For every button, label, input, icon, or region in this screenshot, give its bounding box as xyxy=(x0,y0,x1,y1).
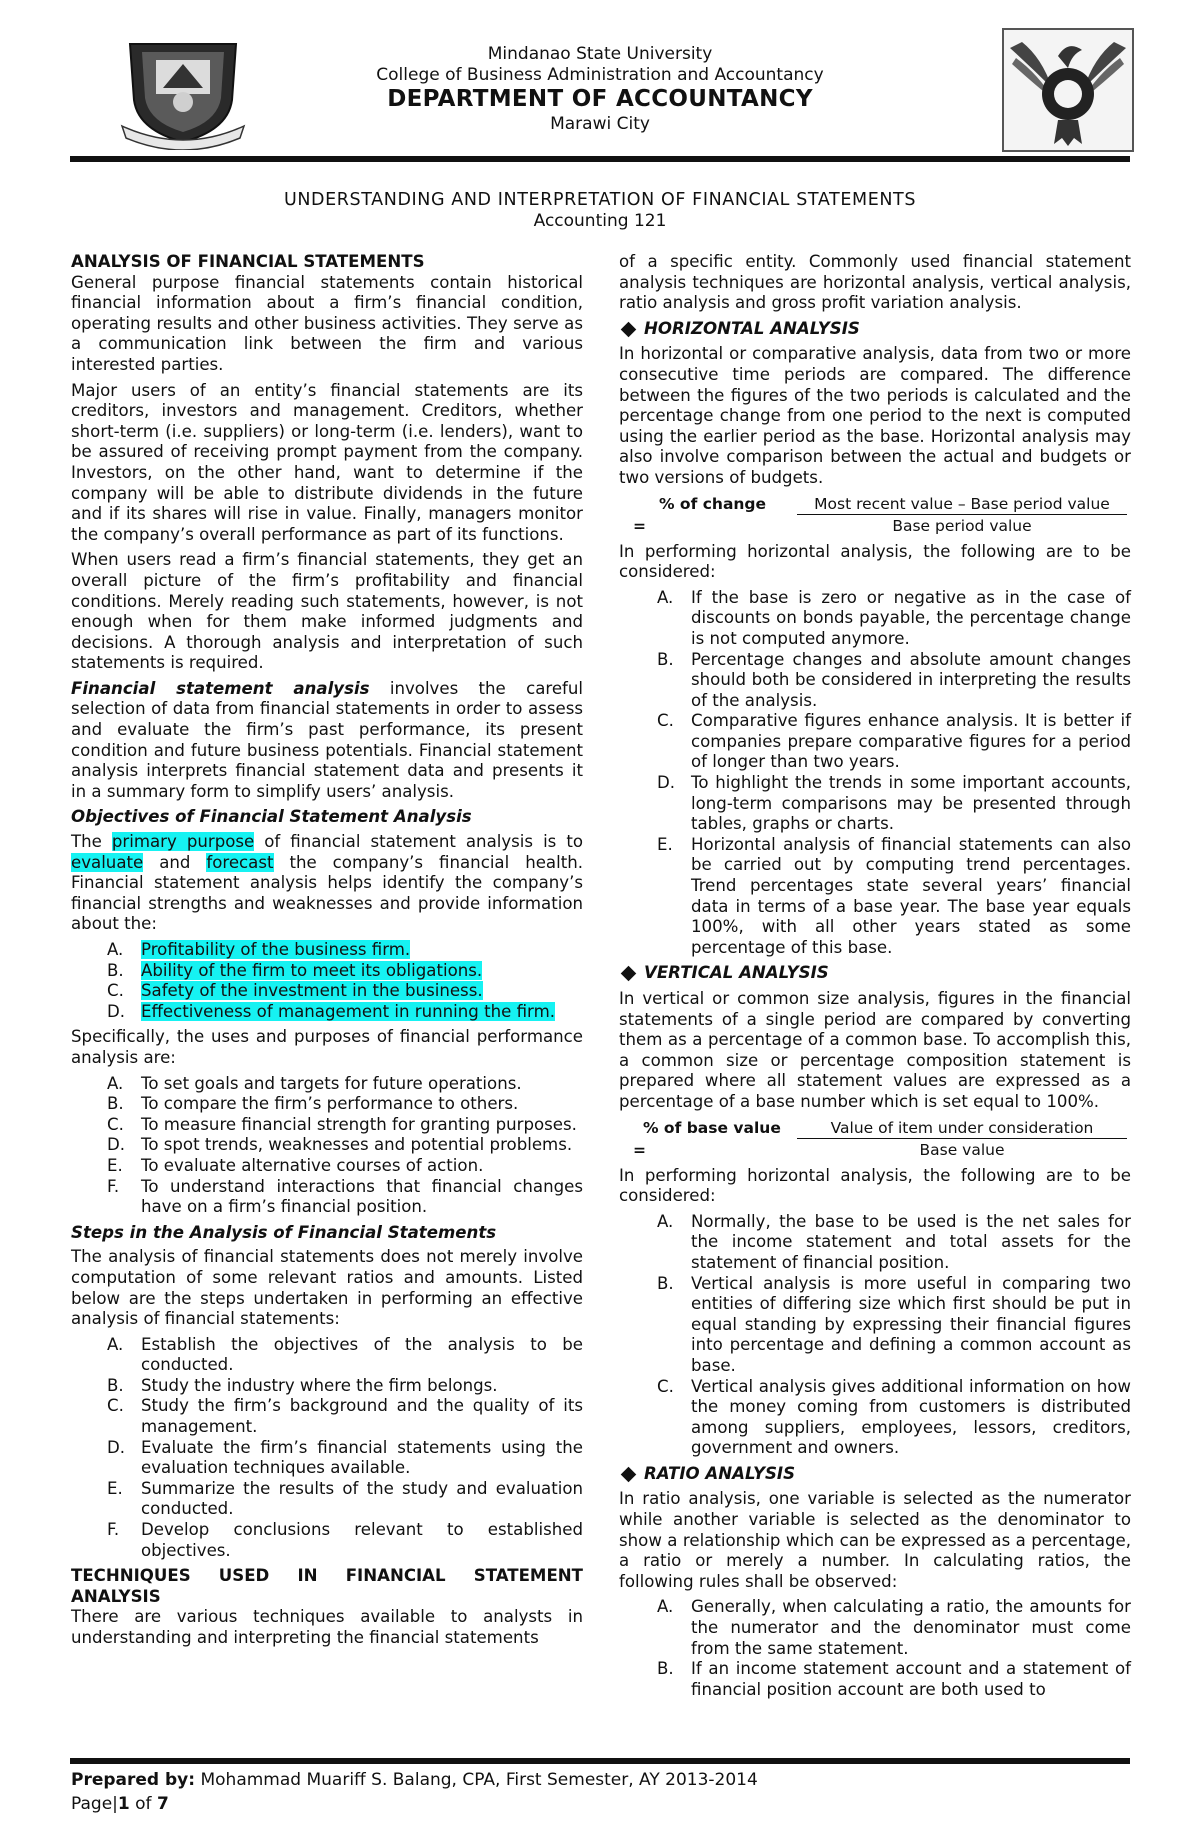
formula-denominator: Base value xyxy=(919,1140,1005,1159)
list-item xyxy=(619,650,1131,712)
city-name: Marawi City xyxy=(550,114,650,134)
list-marker: C. xyxy=(107,1396,124,1416)
paragraph: In vertical or common size analysis, figures in the financial statements of a single period are compared by converting them as a percentage of a common base. To accomplish this, a common size or percentage composition statement is prepared where all statement values are expressed as a percentage of a base number which is set equal to 100%. xyxy=(619,989,1131,1111)
list-item-text: If an income statement account and a statement of financial position account are both used to xyxy=(691,1659,1131,1699)
heading-objectives: Objectives of Financial Statement Analysis xyxy=(71,807,472,827)
list-marker: D. xyxy=(107,1437,126,1457)
steps-list xyxy=(71,1335,583,1562)
list-marker: B. xyxy=(107,960,124,980)
list-item-text: Study the industry where the firm belongs. xyxy=(141,1375,498,1395)
paragraph: In horizontal or comparative analysis, data from two or more consecutive time periods are compared. The difference between the figures of the two periods is calculated and the percentage change from one period to the next is computed using the earlier period as the base. Horizontal analysis may also involve comparison between the actual and budgets or two versions of budgets. xyxy=(619,344,1131,487)
objectives-list xyxy=(71,940,583,1022)
list-marker: F. xyxy=(107,1176,120,1196)
list-item xyxy=(619,1377,1131,1459)
text-span: and xyxy=(143,852,207,872)
document-title: UNDERSTANDING AND INTERPRETATION OF FINANCIAL STATEMENTS xyxy=(283,190,917,210)
list-item-text: Study the firm’s background and the quality of its management. xyxy=(141,1396,583,1437)
list-item xyxy=(71,1438,583,1479)
right-column xyxy=(619,252,1131,1705)
prepared-by xyxy=(71,1770,758,1790)
heading-vertical-analysis xyxy=(619,963,1131,984)
list-marker: A. xyxy=(657,587,674,607)
heading-horizontal-analysis xyxy=(619,319,1131,340)
heading-techniques: TECHNIQUES USED IN FINANCIAL STATEMENT ANALYSIS xyxy=(71,1566,583,1606)
list-item-text: Horizontal analysis of financial statements can also be carried out by computing trend percentages. Trend percentages state several years’ financial data in terms of a base year. The base year equals 100%, with all other years stated as some percentage of this base. xyxy=(691,834,1131,957)
list-item xyxy=(71,1479,583,1520)
list-item-text: Comparative figures enhance analysis. It is better if companies prepare comparative figures for a period of longer than two years. xyxy=(691,711,1131,772)
diamond-bullet-icon xyxy=(621,1466,637,1482)
list-item-text: To highlight the trends in some important accounts, long-term comparisons may be presented through tables, graphs or charts. xyxy=(691,773,1131,834)
department-name: DEPARTMENT OF ACCOUNTANCY xyxy=(387,86,813,112)
list-item xyxy=(619,1212,1131,1274)
list-item-text: Establish the objectives of the analysis to be conducted. xyxy=(141,1334,583,1375)
heading-analysis: ANALYSIS OF FINANCIAL STATEMENTS xyxy=(71,252,425,271)
list-item xyxy=(71,1074,583,1095)
list-marker: B. xyxy=(107,1375,124,1395)
list-item-text: Normally, the base to be used is the net sales for the income statement and total assets for the statement of financial position. xyxy=(691,1211,1131,1272)
formula-percent-base-value xyxy=(619,1118,1131,1162)
formula-equals: = xyxy=(633,516,646,535)
list-marker: B. xyxy=(657,1659,674,1679)
list-item xyxy=(71,1094,583,1115)
list-item-text: To spot trends, weaknesses and potential problems. xyxy=(141,1135,573,1155)
paragraph: In performing horizontal analysis, the following are to be considered: xyxy=(619,541,1131,582)
list-marker: A. xyxy=(107,1073,124,1093)
paragraph: In performing horizontal analysis, the following are to be considered: xyxy=(619,1165,1131,1206)
text-span: the company’s financial health. Financial statement analysis helps identify the company’s financial strengths and weaknesses and provide information about the: xyxy=(71,852,583,934)
list-item xyxy=(619,1597,1131,1659)
heading-text: VERTICAL ANALYSIS xyxy=(644,963,829,983)
list-marker: A. xyxy=(657,1211,674,1231)
paragraph-fsa-definition xyxy=(71,679,583,803)
list-marker: C. xyxy=(107,981,124,1001)
diamond-bullet-icon xyxy=(621,966,637,982)
page-number: 1 xyxy=(117,1794,130,1814)
paragraph: The analysis of financial statements does not merely involve computation of some relevant ratios and amounts. Listed below are the steps undertaken in performing an effective analysis of financial statements: xyxy=(71,1247,583,1329)
list-item-text: To evaluate alternative courses of action. xyxy=(141,1155,484,1175)
header-rule xyxy=(70,156,1130,162)
list-item-text: Profitability of the business firm. xyxy=(141,940,411,959)
list-item-text: Effectiveness of management in running the firm. xyxy=(141,1001,556,1021)
list-marker: B. xyxy=(107,1094,124,1114)
list-item-text: To compare the firm’s performance to others. xyxy=(141,1094,519,1114)
list-item xyxy=(71,961,583,982)
heading-text: HORIZONTAL ANALYSIS xyxy=(644,318,860,338)
highlight-forecast: forecast xyxy=(206,852,274,872)
paragraph: In ratio analysis, one variable is selected as the numerator while another variable is selected as the denominator to show a relationship which can be expressed as a percentage, a ratio or merely a number. In calculating ratios, the following rules shall be observed: xyxy=(619,1489,1131,1591)
purposes-list xyxy=(71,1074,583,1218)
list-marker: A. xyxy=(657,1597,674,1617)
list-item-text: To set goals and targets for future operations. xyxy=(141,1073,522,1093)
list-item xyxy=(619,835,1131,959)
list-item xyxy=(71,1115,583,1136)
university-seal-logo xyxy=(118,30,248,150)
formula-denominator: Base period value xyxy=(892,516,1032,535)
list-marker: D. xyxy=(657,773,676,793)
list-item xyxy=(619,711,1131,773)
paragraph: Major users of an entity’s financial statements are its creditors, investors and management. Creditors, whether short-term (i.e. suppliers) or long-term (i.e. lenders), want to be assured of receiving prompt payment from the company. Investors, on the other hand, want to determine if the company will be able to distribute dividends in the future and if its shares will rise in value. Finally, managers monitor the company’s overall performance as part of its functions. xyxy=(71,380,583,544)
heading-ratio-analysis xyxy=(619,1464,1131,1485)
paragraph: of a specific entity. Commonly used financial statement analysis techniques are horizontal analysis, vertical analysis, ratio analysis and gross profit variation analysis. xyxy=(619,252,1131,313)
list-item xyxy=(71,1002,583,1023)
highlight-primary-purpose: primary purpose xyxy=(111,832,255,852)
list-item-text: Generally, when calculating a ratio, the amounts for the numerator and the denominator must come from the same statement. xyxy=(691,1597,1131,1658)
heading-text: RATIO ANALYSIS xyxy=(644,1463,796,1483)
list-item xyxy=(619,773,1131,835)
list-marker: F. xyxy=(107,1520,120,1540)
list-item xyxy=(71,1396,583,1437)
list-item-text: Percentage changes and absolute amount changes should both be considered in interpreting the results of the analysis. xyxy=(691,649,1131,710)
diamond-bullet-icon xyxy=(621,321,637,337)
formula-equals: = xyxy=(633,1140,646,1159)
horizontal-points-list xyxy=(619,588,1131,959)
text-span: The xyxy=(71,832,112,852)
list-marker: B. xyxy=(657,1273,674,1293)
list-marker: E. xyxy=(657,834,673,854)
footer-rule xyxy=(70,1758,1130,1764)
list-item xyxy=(71,1376,583,1397)
list-marker: A. xyxy=(107,1334,124,1354)
page-of: of xyxy=(129,1794,157,1814)
list-marker: A. xyxy=(107,940,124,959)
list-marker: B. xyxy=(657,649,674,669)
list-item xyxy=(71,1520,583,1561)
list-item-text: Ability of the firm to meet its obligations. xyxy=(141,960,483,980)
formula-numerator: Value of item under consideration xyxy=(797,1118,1127,1139)
list-item-text: To measure financial strength for granting purposes. xyxy=(141,1114,577,1134)
paragraph-primary-purpose xyxy=(71,832,583,935)
list-marker: C. xyxy=(107,1114,124,1134)
list-marker: C. xyxy=(657,1376,674,1396)
list-item xyxy=(71,1335,583,1376)
department-eagle-logo xyxy=(1002,28,1134,152)
paragraph: General purpose financial statements contain historical financial information about a firm’s financial condition, operating results and other business activities. They serve as a communication link between the firm and various interested parties. xyxy=(71,272,583,374)
list-item-text: Safety of the investment in the business. xyxy=(141,981,483,1001)
list-item xyxy=(619,1659,1131,1700)
course-code: Accounting 121 xyxy=(533,211,667,231)
list-item-text: Vertical analysis gives additional information on how the money coming from customers is distributed among suppliers, employees, lessors, creditors, government and owners. xyxy=(691,1376,1131,1458)
prepared-by-label: Prepared by: xyxy=(71,1770,196,1790)
paragraph: There are various techniques available to analysts in understanding and interpreting the financial statements xyxy=(71,1607,583,1647)
left-column xyxy=(71,252,583,1654)
formula-label: % of base value xyxy=(643,1118,781,1137)
formula-percent-change xyxy=(619,494,1131,538)
list-item-text: Summarize the results of the study and evaluation conducted. xyxy=(141,1478,583,1519)
list-item xyxy=(619,1274,1131,1377)
list-marker: D. xyxy=(107,1135,126,1155)
list-item xyxy=(619,588,1131,650)
term-financial-statement-analysis: Financial statement analysis xyxy=(71,678,370,698)
vertical-points-list xyxy=(619,1212,1131,1459)
formula-numerator: Most recent value – Base period value xyxy=(797,494,1127,515)
list-item xyxy=(71,981,583,1002)
list-marker: C. xyxy=(657,711,674,731)
list-item-text: If the base is zero or negative as in the case of discounts on bonds payable, the percentage change is not computed anymore. xyxy=(691,587,1131,648)
list-item xyxy=(71,1135,583,1156)
ratio-points-list xyxy=(619,1597,1131,1700)
page-label: Page| xyxy=(71,1794,118,1814)
list-item-text: To understand interactions that financial changes have on a firm’s financial position. xyxy=(141,1176,583,1217)
list-marker: D. xyxy=(107,1001,126,1021)
college-name: College of Business Administration and Accountancy xyxy=(376,65,824,85)
highlight-evaluate: evaluate xyxy=(71,852,144,872)
text-span: of financial statement analysis is to xyxy=(254,832,583,852)
page-indicator xyxy=(71,1794,169,1814)
paragraph: Specifically, the uses and purposes of financial performance analysis are: xyxy=(71,1027,583,1067)
list-item-text: Evaluate the firm’s financial statements using the evaluation techniques available. xyxy=(141,1437,583,1478)
prepared-by-text: Mohammad Muariff S. Balang, CPA, First Semester, AY 2013-2014 xyxy=(195,1770,758,1790)
list-item xyxy=(71,1156,583,1177)
page-total: 7 xyxy=(156,1794,169,1814)
university-name: Mindanao State University xyxy=(487,44,713,64)
list-marker: E. xyxy=(107,1478,123,1498)
formula-label: % of change xyxy=(659,494,767,513)
list-item-text: Vertical analysis is more useful in comparing two entities of differing size which first should be put in equal standing by expressing their financial figures into percentage and defining a common account as base. xyxy=(691,1273,1131,1375)
paragraph: When users read a firm’s financial statements, they get an overall picture of the firm’s profitability and financial conditions. Merely reading such statements, however, is not enough when for them make informed judgments and decisions. A thorough analysis and interpretation of such statements is required. xyxy=(71,550,583,673)
heading-steps: Steps in the Analysis of Financial Statements xyxy=(71,1222,497,1242)
list-item-text: Develop conclusions relevant to established objectives. xyxy=(141,1520,583,1560)
paragraph-text: involves the careful selection of data from financial statements in order to assess and evaluate the firm’s past performance, its present condition and future business potentials. Financial statement analysis interprets financial statement data and presents it in a summary form to simplify users’ analysis. xyxy=(71,678,584,801)
list-marker: E. xyxy=(107,1155,123,1175)
list-item xyxy=(71,940,583,961)
list-item xyxy=(71,1177,583,1218)
